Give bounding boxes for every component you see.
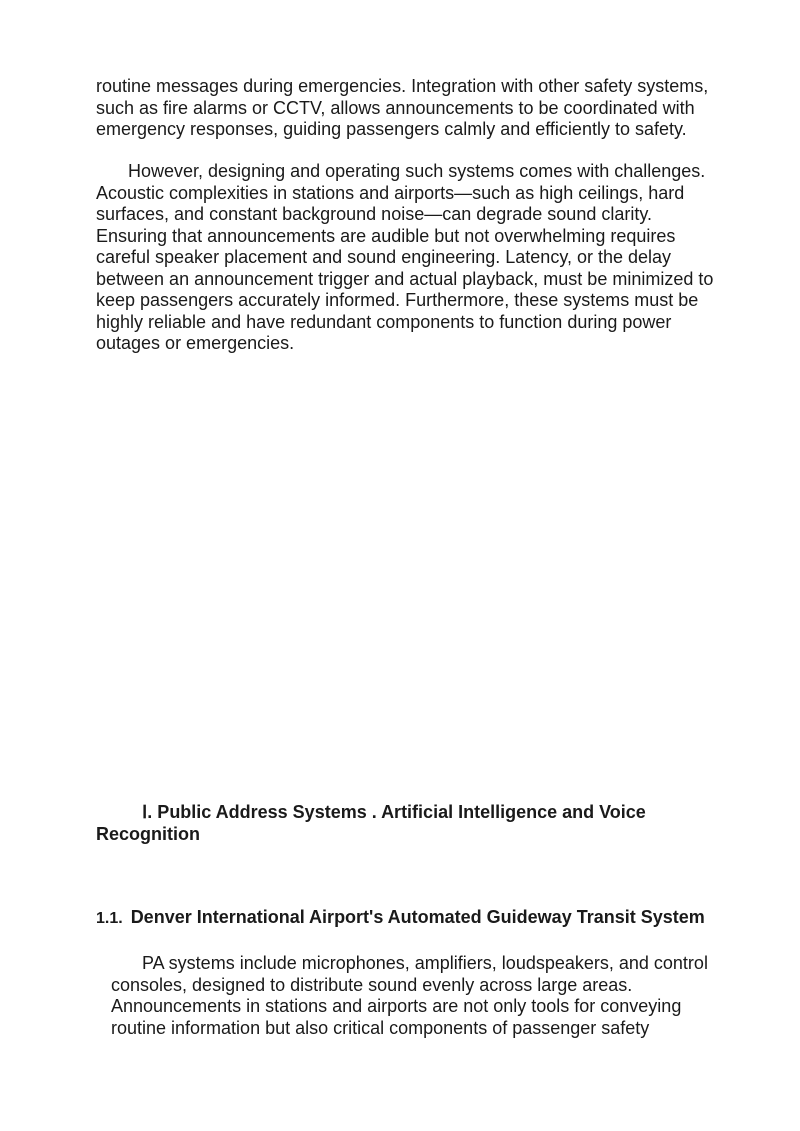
body-paragraph-emergency-integration: routine messages during emergencies. Integration with other safety systems, such as fire alarms or CCTV, allows announcements to be coordinated with emergency responses, guiding passengers calmly and efficiently to safety.	[96, 76, 709, 139]
section-heading: Ⅰ. Public Address Systems . Artificial Intelligence and Voice Recognition	[96, 802, 646, 844]
subsection-number: 1.1.	[96, 910, 123, 927]
subsection-title: Denver International Airport's Automated Guideway Transit System	[130, 907, 705, 927]
body-paragraph-pa-components: PA systems include microphones, amplifiers, loudspeakers, and control consoles, designed to distribute sound evenly across large areas. Announcements in stations and airports are not only tools for conveying routine information but also critical components of passenger safety	[111, 953, 708, 1038]
body-paragraph-design-challenges: However, designing and operating such systems comes with challenges. Acoustic complexities in stations and airports—such as high ceilings, hard surfaces, and constant background noise—can degrade sound clarity. Ensuring that announcements are audible but not overwhelming requires careful speaker placement and sound engineering. Latency, or the delay between an announcement trigger and actual playback, must be minimized to keep passengers accurately informed. Furthermore, these systems must be highly reliable and have redundant components to function during power outages or emergencies.	[96, 161, 714, 353]
subsection-heading	[96, 906, 776, 930]
